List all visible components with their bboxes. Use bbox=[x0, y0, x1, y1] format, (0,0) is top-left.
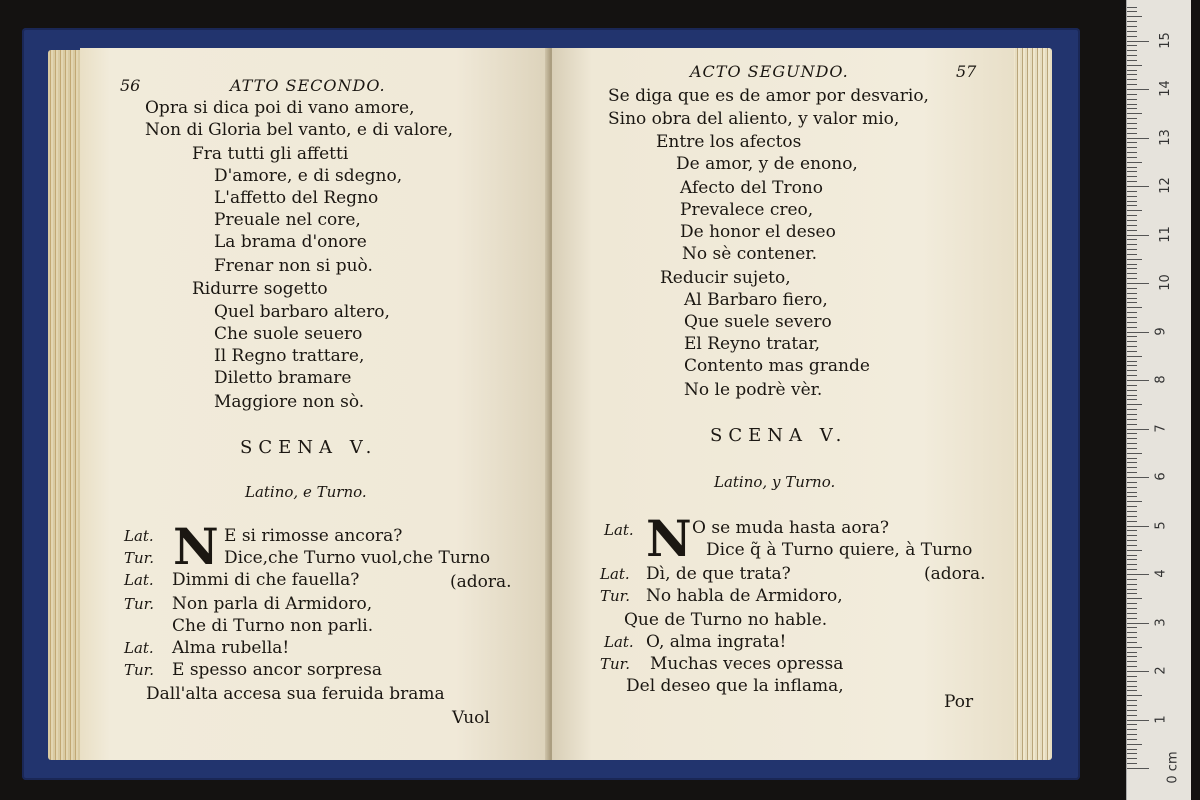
ruler-tick bbox=[1127, 647, 1142, 648]
verse-line: Diletto bramare bbox=[214, 368, 352, 388]
right-page-edges bbox=[1010, 48, 1052, 760]
ruler-tick bbox=[1127, 613, 1137, 614]
ruler-tick bbox=[1127, 341, 1137, 342]
dialogue-line: Muchas veces opressa bbox=[650, 654, 844, 674]
ruler-tick bbox=[1127, 564, 1137, 565]
ruler-tick bbox=[1127, 191, 1137, 192]
verse-line: Reducir sujeto, bbox=[660, 268, 791, 288]
page-number: 57 bbox=[956, 62, 977, 81]
ruler-tick bbox=[1127, 89, 1149, 90]
ruler-tick bbox=[1127, 244, 1137, 245]
ruler-tick bbox=[1127, 598, 1142, 599]
ruler-tick bbox=[1127, 559, 1137, 560]
dialogue-line: Dice,che Turno vuol,che Turno bbox=[224, 548, 491, 568]
verse-line: Frenar non si può. bbox=[214, 256, 373, 276]
ruler-number: 4 bbox=[1153, 569, 1169, 578]
ruler-tick bbox=[1127, 26, 1137, 27]
ruler-tick bbox=[1127, 501, 1142, 502]
ruler-tick bbox=[1127, 623, 1149, 624]
ruler-tick bbox=[1127, 429, 1149, 430]
speaker-label: Lat. bbox=[600, 565, 630, 583]
ruler-tick bbox=[1127, 695, 1142, 696]
ruler-tick bbox=[1127, 516, 1137, 517]
ruler-tick bbox=[1127, 108, 1137, 109]
ruler-tick bbox=[1127, 395, 1137, 396]
ruler-tick bbox=[1127, 55, 1137, 56]
ruler-tick bbox=[1127, 768, 1149, 769]
verse-line: El Reyno tratar, bbox=[684, 334, 821, 354]
ruler-tick bbox=[1127, 36, 1137, 37]
ruler-number: 0 cm bbox=[1165, 751, 1181, 784]
ruler-tick bbox=[1127, 152, 1137, 153]
ruler-tick bbox=[1127, 458, 1137, 459]
page-number: 56 bbox=[120, 76, 141, 95]
ruler-number: 13 bbox=[1157, 128, 1173, 146]
dialogue-line: Non parla di Armidoro, bbox=[172, 594, 373, 614]
verse-line: Se diga que es de amor por desvario, bbox=[608, 86, 929, 106]
ruler-tick bbox=[1127, 749, 1137, 750]
scene-persons: Latino, y Turno. bbox=[714, 473, 836, 491]
ruler-tick bbox=[1127, 133, 1137, 134]
ruler-tick bbox=[1127, 487, 1137, 488]
ruler-tick bbox=[1127, 632, 1137, 633]
ruler-tick bbox=[1127, 579, 1137, 580]
dialogue-line: Dall'alta accesa sua feruida brama bbox=[146, 684, 445, 704]
ruler-number: 10 bbox=[1157, 274, 1173, 291]
ruler-tick bbox=[1127, 656, 1137, 657]
ruler-tick bbox=[1127, 390, 1137, 391]
ruler-tick bbox=[1127, 346, 1137, 347]
ruler-tick bbox=[1127, 642, 1137, 643]
verse-line: De honor el deseo bbox=[680, 222, 836, 242]
ruler-tick bbox=[1127, 690, 1137, 691]
ruler-tick bbox=[1127, 312, 1137, 313]
ruler-tick bbox=[1127, 11, 1137, 12]
ruler-tick bbox=[1127, 332, 1149, 333]
ruler-tick bbox=[1127, 370, 1137, 371]
ruler-tick bbox=[1127, 70, 1137, 71]
ruler-tick bbox=[1127, 128, 1137, 129]
verse-line: Prevalece creo, bbox=[680, 200, 814, 220]
ruler-tick bbox=[1127, 652, 1137, 653]
ruler-tick bbox=[1127, 361, 1137, 362]
ruler-tick bbox=[1127, 210, 1142, 211]
ruler-tick bbox=[1127, 686, 1137, 687]
ruler-tick bbox=[1127, 758, 1137, 759]
verse-line: Che suole seuero bbox=[214, 324, 363, 344]
ruler-tick bbox=[1127, 438, 1137, 439]
verse-line: Sino obra del aliento, y valor mio, bbox=[608, 109, 900, 129]
verse-line: Al Barbaro fiero, bbox=[684, 290, 828, 310]
dialogue-line: No habla de Armidoro, bbox=[646, 586, 843, 606]
dialogue-line: O, alma ingrata! bbox=[646, 632, 787, 652]
ruler-tick bbox=[1127, 138, 1149, 139]
ruler-tick bbox=[1127, 637, 1137, 638]
verse-line: Contento mas grande bbox=[684, 356, 870, 376]
ruler-tick bbox=[1127, 60, 1137, 61]
ruler-number: 12 bbox=[1157, 177, 1173, 194]
ruler-tick bbox=[1127, 676, 1137, 677]
ruler-tick bbox=[1127, 215, 1137, 216]
ruler-tick bbox=[1127, 123, 1137, 124]
ruler-tick bbox=[1127, 419, 1137, 420]
verse-line: Opra si dica poi di vano amore, bbox=[145, 98, 415, 118]
speaker-label: Tur. bbox=[600, 587, 630, 605]
ruler-tick bbox=[1127, 399, 1137, 400]
ruler-number: 14 bbox=[1157, 80, 1173, 97]
verse-line: Afecto del Trono bbox=[680, 178, 823, 198]
dialogue-line: E spesso ancor sorpresa bbox=[172, 660, 382, 680]
dialogue-line: Alma rubella! bbox=[172, 638, 290, 658]
overflow-word: (adora. bbox=[450, 572, 512, 592]
ruler-tick bbox=[1127, 753, 1137, 754]
ruler-tick bbox=[1127, 763, 1137, 764]
speaker-label: Tur. bbox=[124, 549, 154, 567]
ruler-tick bbox=[1127, 142, 1137, 143]
ruler-tick bbox=[1127, 186, 1149, 187]
speaker-label: Lat. bbox=[124, 639, 154, 657]
ruler-tick bbox=[1127, 235, 1149, 236]
ruler-tick bbox=[1127, 220, 1137, 221]
ruler-tick bbox=[1127, 225, 1137, 226]
ruler-tick bbox=[1127, 535, 1137, 536]
verse-line: La brama d'onore bbox=[214, 232, 367, 252]
measurement-ruler bbox=[1126, 0, 1191, 800]
ruler-tick bbox=[1127, 176, 1137, 177]
ruler-tick bbox=[1127, 278, 1137, 279]
dialogue-line: Che di Turno non parli. bbox=[172, 616, 374, 636]
ruler-tick bbox=[1127, 526, 1149, 527]
ruler-tick bbox=[1127, 74, 1137, 75]
ruler-tick bbox=[1127, 724, 1137, 725]
ruler-number: 5 bbox=[1153, 520, 1169, 530]
ruler-tick bbox=[1127, 322, 1137, 323]
scene-title: SCENA V. bbox=[710, 425, 848, 446]
speaker-label: Lat. bbox=[604, 521, 634, 539]
verse-line: No sè contener. bbox=[682, 244, 817, 264]
ruler-tick bbox=[1127, 365, 1137, 366]
ruler-tick bbox=[1127, 555, 1137, 556]
dialogue-line: Dice q̃ à Turno quiere, à Turno bbox=[706, 540, 973, 560]
ruler-tick bbox=[1127, 681, 1137, 682]
ruler-tick bbox=[1127, 254, 1137, 255]
verse-line: Quel barbaro altero, bbox=[214, 302, 390, 322]
ruler-tick bbox=[1127, 375, 1137, 376]
verse-line: Entre los afectos bbox=[656, 132, 802, 152]
ruler-number: 2 bbox=[1153, 666, 1169, 675]
ruler-number: 11 bbox=[1157, 225, 1173, 243]
ruler-number: 6 bbox=[1153, 472, 1169, 481]
ruler-tick bbox=[1127, 302, 1137, 303]
right-page bbox=[552, 48, 1014, 760]
speaker-label: Lat. bbox=[604, 633, 634, 651]
ruler-tick bbox=[1127, 171, 1137, 172]
ruler-tick bbox=[1127, 593, 1137, 594]
ruler-number: 1 bbox=[1153, 714, 1169, 724]
speaker-label: Lat. bbox=[124, 571, 154, 589]
ruler-tick bbox=[1127, 477, 1149, 478]
ruler-tick bbox=[1127, 21, 1137, 22]
ruler-tick bbox=[1127, 249, 1137, 250]
ruler-tick bbox=[1127, 700, 1137, 701]
ruler-tick bbox=[1127, 424, 1137, 425]
ruler-tick bbox=[1127, 404, 1142, 405]
ruler-tick bbox=[1127, 414, 1137, 415]
ruler-tick bbox=[1127, 627, 1137, 628]
ruler-tick bbox=[1127, 472, 1137, 473]
ruler-tick bbox=[1127, 79, 1137, 80]
ruler-number: 9 bbox=[1153, 326, 1169, 336]
catchword: Vuol bbox=[452, 708, 490, 728]
ruler-tick bbox=[1127, 608, 1137, 609]
ruler-number: 3 bbox=[1153, 617, 1169, 627]
running-head: ACTO SEGUNDO. bbox=[690, 62, 849, 81]
ruler-tick bbox=[1127, 196, 1137, 197]
ruler-tick bbox=[1127, 317, 1137, 318]
ruler-tick bbox=[1127, 50, 1137, 51]
catchword: Por bbox=[944, 692, 974, 712]
verse-line: Preuale nel core, bbox=[214, 210, 361, 230]
ruler-tick bbox=[1127, 661, 1137, 662]
ruler-tick bbox=[1127, 448, 1137, 449]
dialogue-line: Del deseo que la inflama, bbox=[626, 676, 844, 696]
running-head: ATTO SECONDO. bbox=[230, 76, 386, 95]
scene-title: SCENA V. bbox=[240, 437, 378, 458]
ruler-tick bbox=[1127, 492, 1137, 493]
drop-cap: N bbox=[173, 517, 219, 576]
ruler-tick bbox=[1127, 482, 1137, 483]
ruler-tick bbox=[1127, 453, 1142, 454]
ruler-tick bbox=[1127, 433, 1137, 434]
dialogue-line: Dì, de que trata? bbox=[646, 564, 791, 584]
ruler-tick bbox=[1127, 65, 1142, 66]
ruler-tick bbox=[1127, 569, 1137, 570]
ruler-tick bbox=[1127, 41, 1149, 42]
ruler-tick bbox=[1127, 104, 1137, 105]
ruler-tick bbox=[1127, 496, 1137, 497]
ruler-tick bbox=[1127, 327, 1137, 328]
ruler-tick bbox=[1127, 521, 1137, 522]
dialogue-line: O se muda hasta aora? bbox=[692, 518, 889, 538]
verse-line: Fra tutti gli affetti bbox=[192, 144, 349, 164]
ruler-tick bbox=[1127, 715, 1137, 716]
ruler-tick bbox=[1127, 99, 1137, 100]
ruler-tick bbox=[1127, 283, 1149, 284]
ruler-tick bbox=[1127, 84, 1137, 85]
ruler-number: 15 bbox=[1157, 31, 1173, 49]
ruler-tick bbox=[1127, 734, 1137, 735]
overflow-word: (adora. bbox=[924, 564, 986, 584]
ruler-tick bbox=[1127, 351, 1137, 352]
ruler-tick bbox=[1127, 506, 1137, 507]
ruler-tick bbox=[1127, 293, 1137, 294]
ruler-tick bbox=[1127, 298, 1137, 299]
ruler-tick bbox=[1127, 268, 1137, 269]
ruler-tick bbox=[1127, 259, 1142, 260]
scene-persons: Latino, e Turno. bbox=[245, 483, 367, 501]
ruler-tick bbox=[1127, 574, 1149, 575]
left-page bbox=[80, 48, 550, 760]
ruler-tick bbox=[1127, 336, 1137, 337]
ruler-tick bbox=[1127, 739, 1137, 740]
ruler-tick bbox=[1127, 462, 1137, 463]
ruler-tick bbox=[1127, 729, 1137, 730]
ruler-tick bbox=[1127, 7, 1137, 8]
ruler-tick bbox=[1127, 113, 1142, 114]
ruler-tick bbox=[1127, 162, 1142, 163]
ruler-tick bbox=[1127, 205, 1137, 206]
verse-line: Non di Gloria bel vanto, e di valore, bbox=[145, 120, 454, 140]
ruler-tick bbox=[1127, 16, 1142, 17]
ruler-tick bbox=[1127, 288, 1137, 289]
ruler-tick bbox=[1127, 45, 1137, 46]
ruler-tick bbox=[1127, 157, 1137, 158]
ruler-tick bbox=[1127, 118, 1137, 119]
speaker-label: Tur. bbox=[124, 595, 154, 613]
verse-line: Maggiore non sò. bbox=[214, 392, 365, 412]
ruler-tick bbox=[1127, 201, 1137, 202]
dialogue-line: E si rimosse ancora? bbox=[224, 526, 403, 546]
ruler-tick bbox=[1127, 467, 1137, 468]
ruler-tick bbox=[1127, 94, 1137, 95]
ruler-tick bbox=[1127, 264, 1137, 265]
ruler-tick bbox=[1127, 356, 1142, 357]
verse-line: Il Regno trattare, bbox=[214, 346, 365, 366]
speaker-label: Lat. bbox=[124, 527, 154, 545]
ruler-tick bbox=[1127, 385, 1137, 386]
ruler-tick bbox=[1127, 230, 1137, 231]
ruler-tick bbox=[1127, 744, 1142, 745]
ruler-tick bbox=[1127, 710, 1137, 711]
ruler-tick bbox=[1127, 409, 1137, 410]
ruler-tick bbox=[1127, 618, 1137, 619]
ruler-tick bbox=[1127, 589, 1137, 590]
ruler-tick bbox=[1127, 530, 1137, 531]
verse-line: Que suele severo bbox=[684, 312, 832, 332]
verse-line: Ridurre sogetto bbox=[192, 279, 328, 299]
ruler-number: 7 bbox=[1153, 423, 1169, 433]
ruler-tick bbox=[1127, 666, 1137, 667]
drop-cap: N bbox=[646, 509, 692, 568]
ruler-tick bbox=[1127, 239, 1137, 240]
ruler-tick bbox=[1127, 540, 1137, 541]
ruler-tick bbox=[1127, 443, 1137, 444]
ruler-tick bbox=[1127, 584, 1137, 585]
dialogue-line: Dimmi di che fauella? bbox=[172, 570, 360, 590]
ruler-tick bbox=[1127, 671, 1149, 672]
verse-line: De amor, y de enono, bbox=[676, 154, 858, 174]
ruler-tick bbox=[1127, 273, 1137, 274]
ruler-tick bbox=[1127, 181, 1137, 182]
ruler-tick bbox=[1127, 307, 1142, 308]
ruler-tick bbox=[1127, 720, 1149, 721]
ruler-tick bbox=[1127, 31, 1137, 32]
verse-line: No le podrè vèr. bbox=[684, 380, 823, 400]
verse-line: L'affetto del Regno bbox=[214, 188, 379, 208]
ruler-tick bbox=[1127, 705, 1137, 706]
ruler-tick bbox=[1127, 550, 1142, 551]
ruler-number: 8 bbox=[1153, 375, 1169, 384]
verse-line: D'amore, e di sdegno, bbox=[214, 166, 403, 186]
ruler-tick bbox=[1127, 545, 1137, 546]
ruler-tick bbox=[1127, 380, 1149, 381]
ruler-tick bbox=[1127, 167, 1137, 168]
dialogue-line: Que de Turno no hable. bbox=[624, 610, 828, 630]
speaker-label: Tur. bbox=[124, 661, 154, 679]
ruler-tick bbox=[1127, 147, 1137, 148]
speaker-label: Tur. bbox=[600, 655, 630, 673]
ruler-tick bbox=[1127, 603, 1137, 604]
ruler-tick bbox=[1127, 511, 1137, 512]
